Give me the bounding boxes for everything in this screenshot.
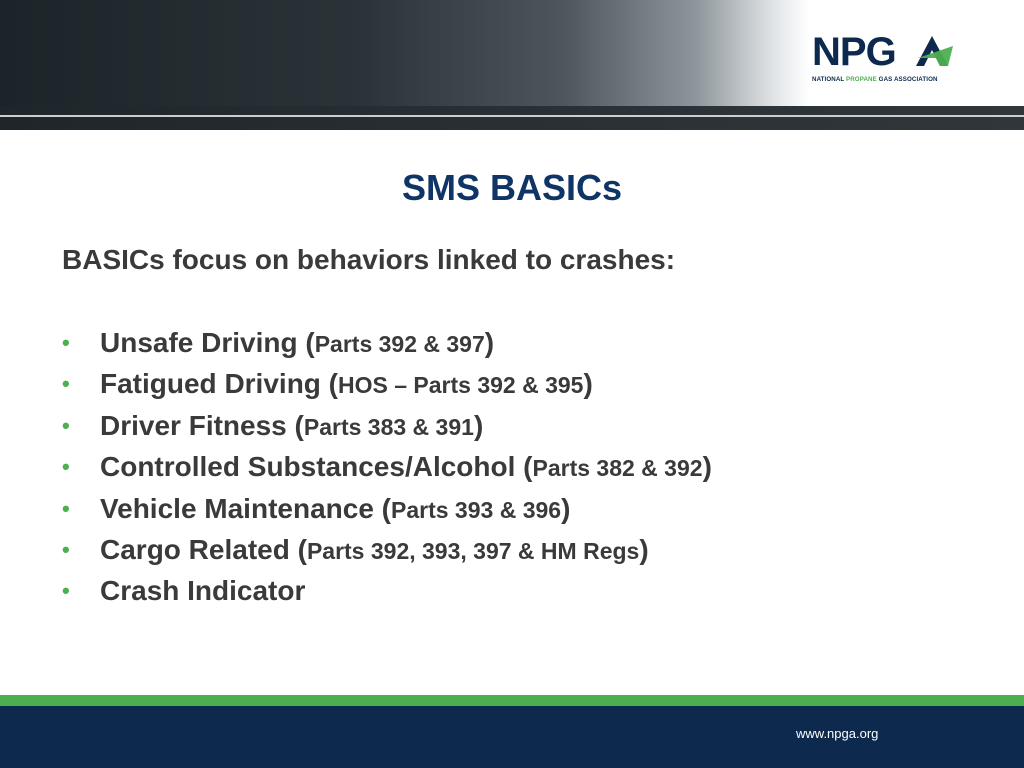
slide-title: SMS BASICs [401,167,623,208]
npga-logo-subtitle: NATIONAL PROPANE GAS ASSOCIATION [812,76,938,83]
bullet-icon: • [62,412,70,438]
bullet-icon: • [62,371,70,397]
header-dark-band [0,106,1024,130]
bullet-icon: • [62,454,70,480]
bullet-fatigued-driving: • Fatigued Driving (HOS – Parts 392 & 395) [62,366,962,407]
basics-bullet-list [62,325,962,615]
bullet-unsafe-driving: • Unsafe Driving (Parts 392 & 397) [62,325,962,366]
npga-wordmark-logo [812,32,957,72]
bullet-icon: • [62,495,70,521]
footer-green-stripe [0,695,1024,706]
bullet-icon: • [62,536,70,562]
bullet-crash-indicator: • Crash Indicator [62,573,962,614]
bullet-controlled-substances: • Controlled Substances/Alcohol (Parts 382 & 392) [62,449,962,490]
bullet-icon: • [62,578,70,604]
bullet-vehicle-maintenance: • Vehicle Maintenance (Parts 393 & 396) [62,491,962,532]
npga-logo [812,32,957,88]
footer-website-url: www.npga.org [796,726,879,741]
bullet-cargo-related: • Cargo Related (Parts 392, 393, 397 & HM Regs) [62,532,962,573]
bullet-icon: • [62,330,70,355]
bullet-driver-fitness: • Driver Fitness (Parts 383 & 391) [62,408,962,449]
slide-intro-text: BASICs focus on behaviors linked to crashes: [62,244,676,275]
svg-text:NPG: NPG [812,32,896,72]
footer-bar [0,706,1024,768]
header-divider-line [0,115,1024,117]
